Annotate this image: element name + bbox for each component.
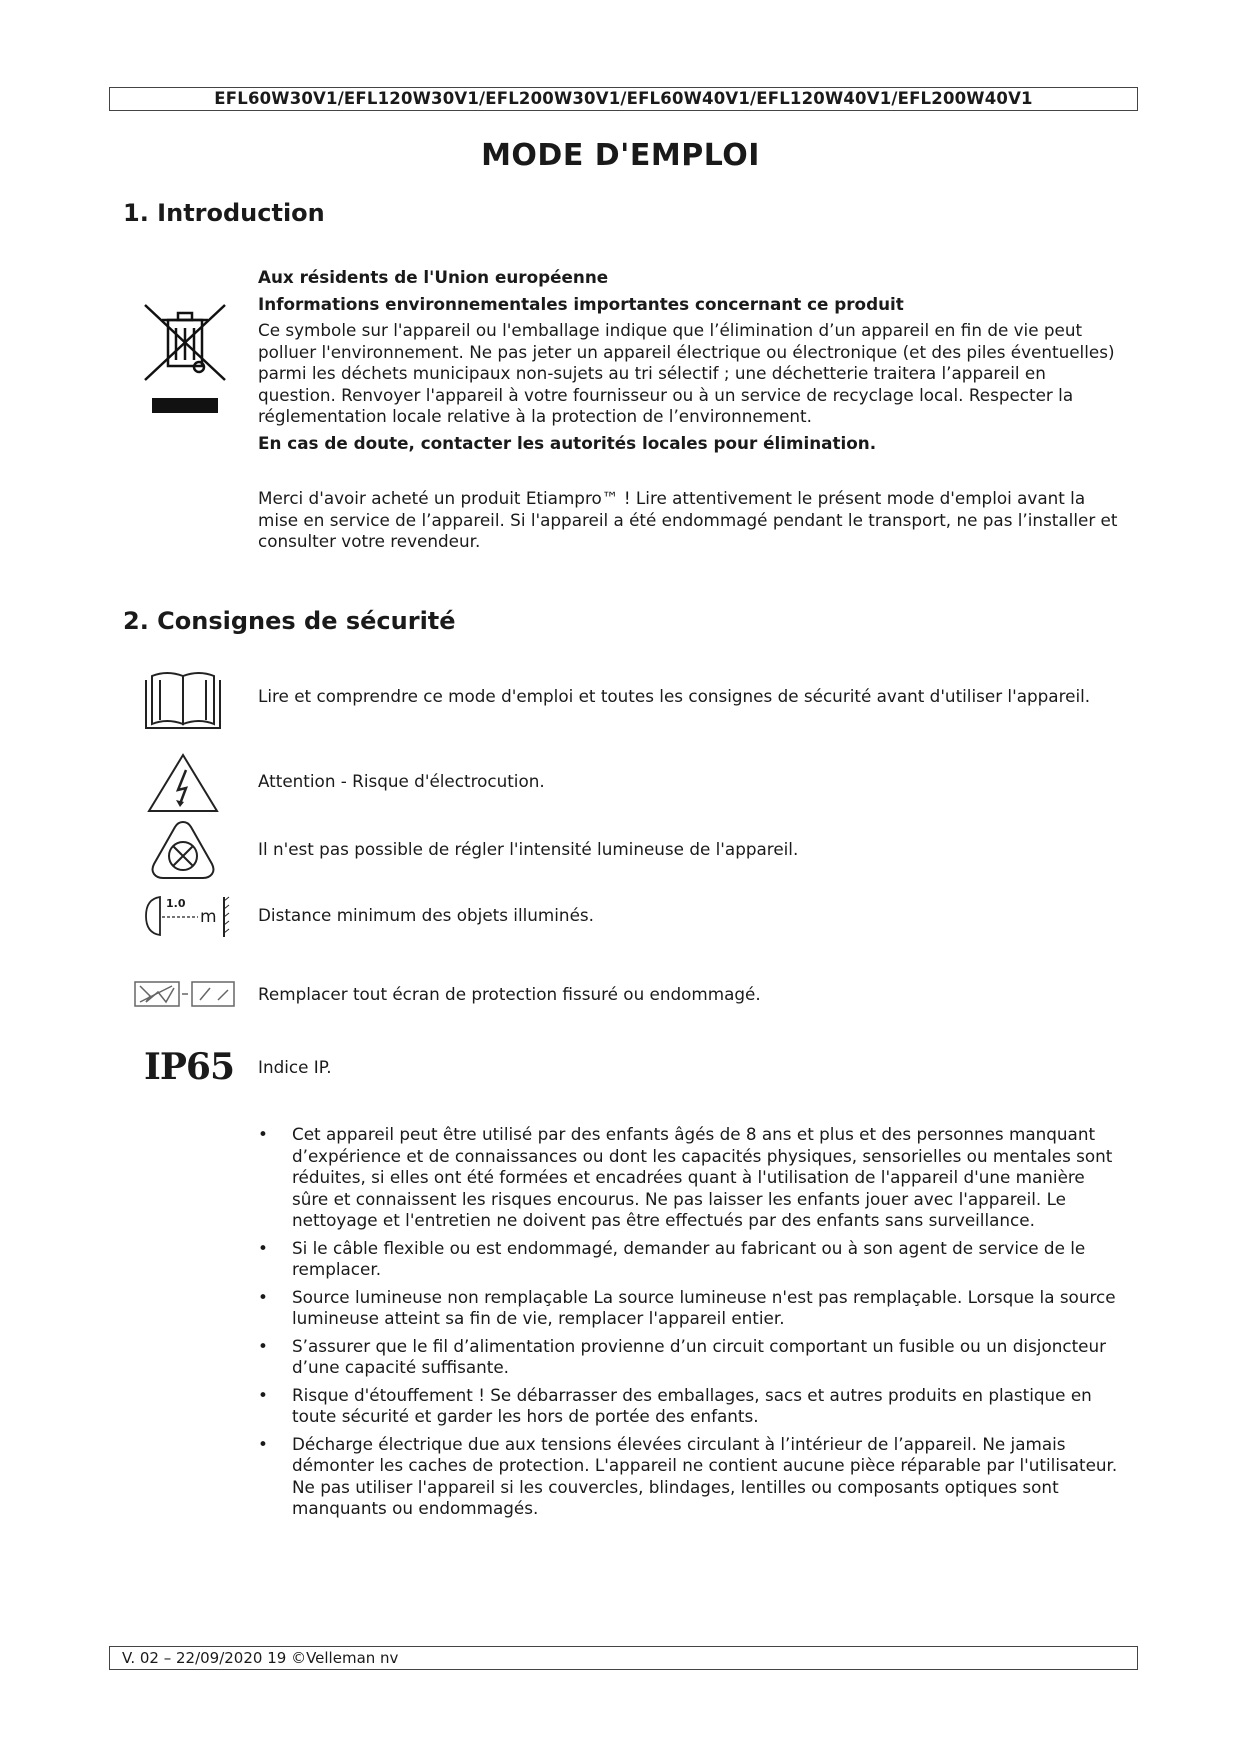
ip65-label: IP65 (144, 1046, 235, 1088)
manual-book-icon (142, 670, 224, 732)
safety-instructions-list (258, 1124, 1118, 1526)
symbol-text-no-dimming: Il n'est pas possible de régler l'intensité lumineuse de l'appareil. (258, 839, 799, 859)
environment-info-text: Ce symbole sur l'appareil ou l'emballage indique que l’élimination d’un appareil en fin de vie peut polluer l'environnement. Ne pas jeter un appareil électrique ou électronique (et des piles éventuelles) parmi les déchets municipaux non-sujets au tri sélectif ; une déchetterie traitera l’appareil en question. Renvoyer l'appareil à votre fournisseur ou à un service de recyclage local. Respecter la réglementation locale relative à la protection de l’environnement. (258, 320, 1115, 426)
thanks-text: Merci d'avoir acheté un produit Etiampro™ ! Lire attentivement le présent mode d'emploi avant la mise en service de l’appareil. Si l'appareil a été endommagé pendant le transport, ne pas l’installer et consulter votre revendeur. (258, 488, 1118, 551)
weee-crossed-bin-icon (140, 300, 230, 420)
distance-unit-label: m (200, 907, 217, 927)
list-item: • Source lumineuse non remplaçable La source lumineuse n'est pas remplaçable. Lorsque la source lumineuse atteint sa fin de vie, remplacer l'appareil entier. (258, 1287, 1118, 1330)
symbol-text-electric-shock: Attention - Risque d'électrocution. (258, 771, 545, 791)
section-heading-introduction: 1. Introduction (123, 199, 325, 227)
no-dimming-icon (148, 818, 218, 882)
electric-shock-warning-icon (146, 752, 220, 814)
symbol-text-replace-shield: Remplacer tout écran de protection fissuré ou endommagé. (258, 984, 761, 1004)
symbol-text-minimum-distance: Distance minimum des objets illuminés. (258, 905, 594, 925)
symbol-text-read-manual: Lire et comprendre ce mode d'emploi et toutes les consignes de sécurité avant d'utiliser l'appareil. (258, 686, 1091, 706)
page-title: MODE D'EMPLOI (481, 138, 760, 173)
eu-residents-heading: Aux résidents de l'Union européenne (258, 267, 609, 287)
list-item: • Si le câble flexible ou est endommagé, demander au fabricant ou à son agent de service de le remplacer. (258, 1238, 1118, 1281)
list-item: • Risque d'étouffement ! Se débarrasser des emballages, sacs et autres produits en plastique en toute sécurité et garder les hors de portée des enfants. (258, 1385, 1118, 1428)
page-footer: V. 02 – 22/09/2020 19 ©Velleman nv (109, 1646, 1138, 1670)
minimum-distance-icon (142, 893, 232, 939)
doubt-contact-text: En cas de doute, contacter les autorités locales pour élimination. (258, 433, 877, 453)
list-item: • S’assurer que le fil d’alimentation provienne d’un circuit comportant un fusible ou un disjoncteur d’une capacité suffisante. (258, 1336, 1118, 1379)
list-item: • Cet appareil peut être utilisé par des enfants âgés de 8 ans et plus et des personnes manquant d’expérience et de connaissances ou dont les capacités physiques, sensorielles ou mentales sont réduites, si elles ont été formées et encadrées quant à l'utilisation de l'appareil d'une manière sûre et connaissent les risques encourus. Ne pas laisser les enfants jouer avec l'appareil. Le nettoyage et l'entretien ne doivent pas être effectués par des enfants sans surveillance. (258, 1124, 1118, 1232)
model-header: EFL60W30V1/EFL120W30V1/EFL200W30V1/EFL60W40V1/EFL120W40V1/EFL200W40V1 (109, 87, 1138, 111)
replace-cracked-shield-icon (132, 978, 238, 1010)
list-item: • Décharge électrique due aux tensions élevées circulant à l’intérieur de l’appareil. Ne jamais démonter les caches de protection. L'appareil ne contient aucune pièce réparable par l'utilisateur. Ne pas utiliser l'appareil si les couvercles, blindages, lentilles ou composants optiques sont manquants ou endommagés. (258, 1434, 1118, 1520)
section-heading-safety: 2. Consignes de sécurité (123, 607, 456, 635)
symbol-text-ip-rating: Indice IP. (258, 1057, 332, 1077)
environment-info-heading: Informations environnementales importantes concernant ce produit (258, 294, 904, 314)
distance-value-label: 1.0 (166, 897, 186, 910)
